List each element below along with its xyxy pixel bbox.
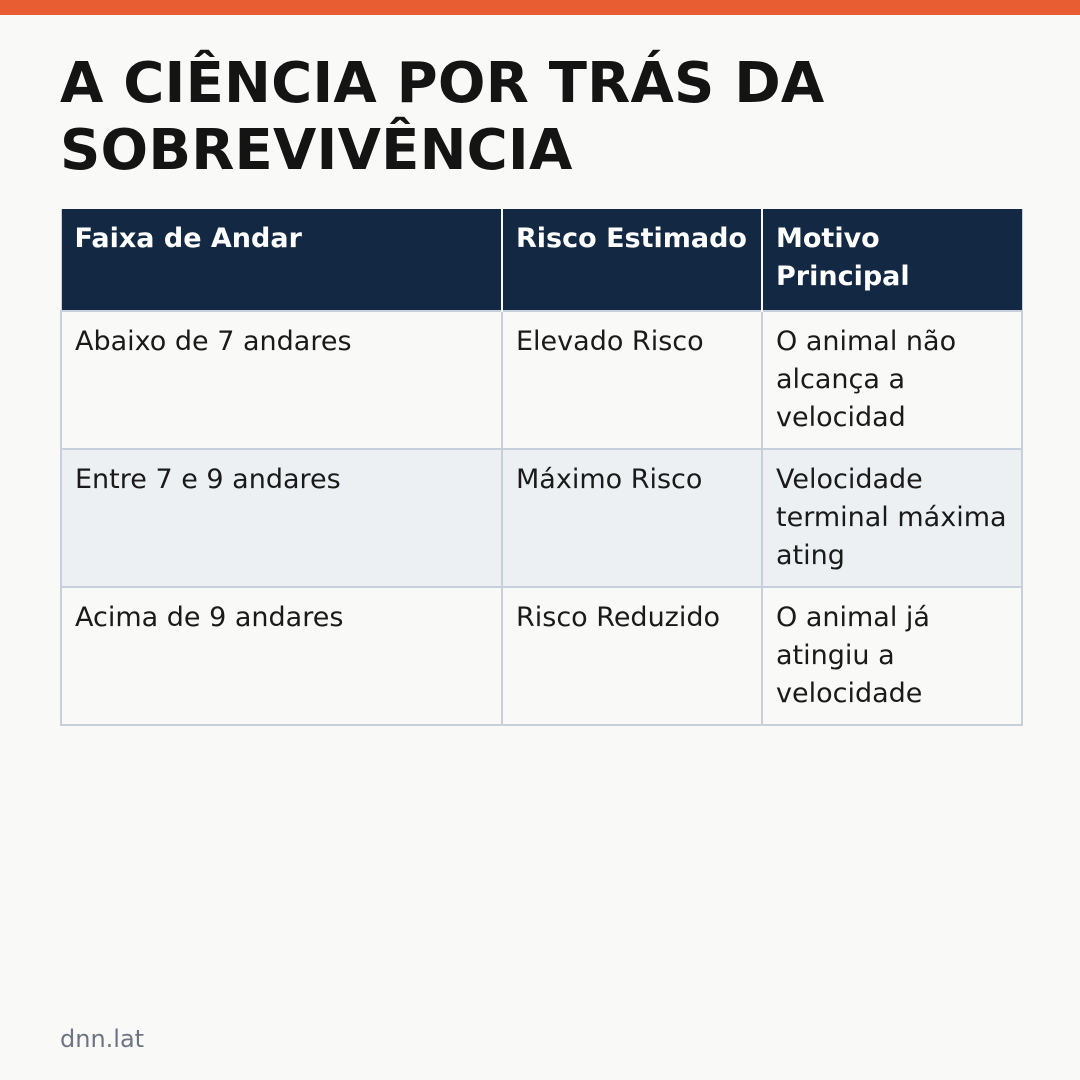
column-header-floor-range: Faixa de Andar — [61, 209, 502, 311]
column-header-main-reason: Motivo Principal — [762, 209, 1022, 311]
table-cell-estimated-risk: Elevado Risco — [502, 311, 762, 449]
accent-bar — [0, 0, 1080, 15]
table-row — [61, 587, 1022, 725]
table-cell-main-reason: O animal não alcança a velocidad — [762, 311, 1022, 449]
table-cell-main-reason: O animal já atingiu a velocidade — [762, 587, 1022, 725]
column-header-estimated-risk: Risco Estimado — [502, 209, 762, 311]
table-cell-floor-range: Acima de 9 andares — [61, 587, 502, 725]
table-row — [61, 449, 1022, 587]
table-header-row — [61, 209, 1022, 311]
table-cell-estimated-risk: Risco Reduzido — [502, 587, 762, 725]
table-cell-floor-range: Entre 7 e 9 andares — [61, 449, 502, 587]
table-cell-floor-range: Abaixo de 7 andares — [61, 311, 502, 449]
data-table — [60, 209, 1023, 726]
page-title: A CIÊNCIA POR TRÁS DA SOBREVIVÊNCIA — [60, 51, 825, 183]
table-row — [61, 311, 1022, 449]
source-footer: dnn.lat — [60, 1025, 145, 1053]
table-cell-estimated-risk: Máximo Risco — [502, 449, 762, 587]
table-cell-main-reason: Velocidade terminal máxima ating — [762, 449, 1022, 587]
